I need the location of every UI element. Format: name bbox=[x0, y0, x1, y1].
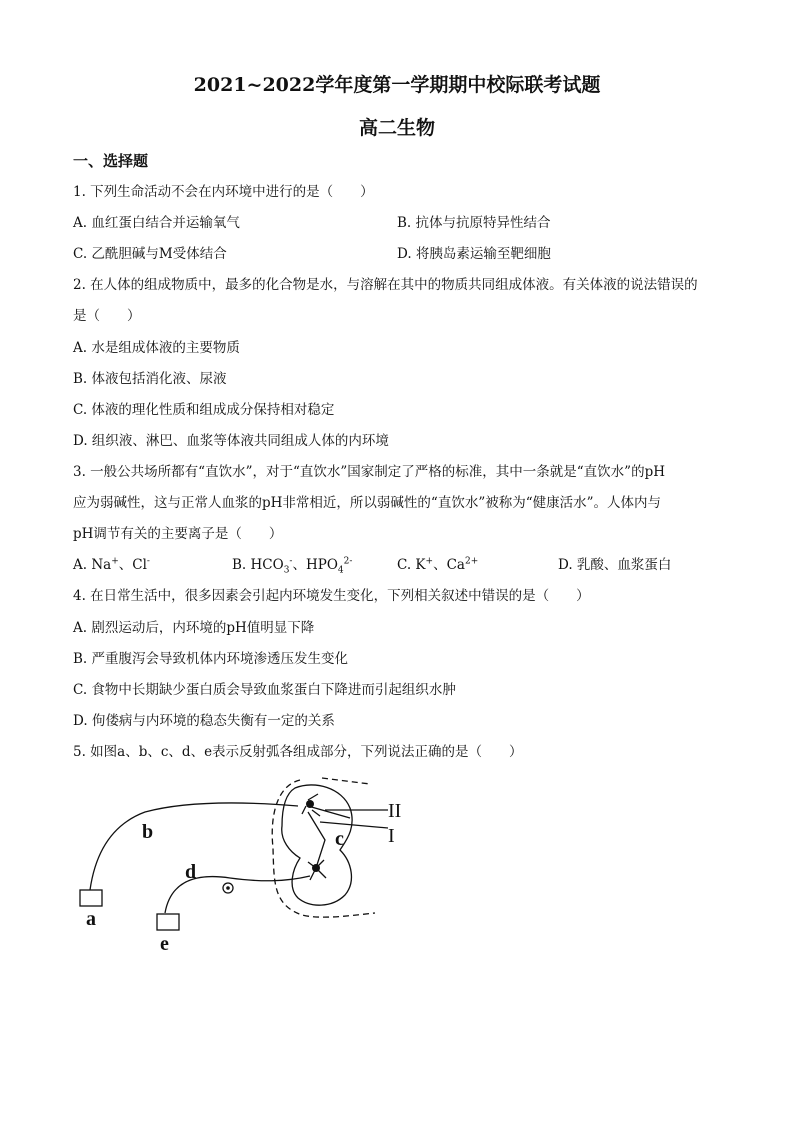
label-e: e bbox=[160, 933, 169, 955]
question-4-option-d: D. 佝偻病与内环境的稳态失衡有一定的关系 bbox=[73, 713, 335, 729]
receptor-box-a bbox=[80, 890, 102, 906]
question-2-stem-line-2: 是（ ） bbox=[73, 308, 141, 324]
question-4-option-c: C. 食物中长期缺少蛋白质会导致血浆蛋白下降进而引起组织水肿 bbox=[73, 682, 456, 698]
question-3-option-b: B. $HCO_3^-$、$HPO_4^{2-}$ bbox=[232, 556, 353, 576]
label-c: c bbox=[335, 828, 344, 850]
label-d: d bbox=[185, 861, 197, 883]
stimulation-point-dot bbox=[226, 886, 230, 890]
question-2-stem-line-1: 2. 在人体的组成物质中，最多的化合物是水，与溶解在其中的物质共同组成体液。有关体液的说法错误的 bbox=[73, 277, 698, 293]
lower-neuron-body bbox=[312, 864, 320, 872]
question-1-option-b: B. 抗体与抗原特异性结合 bbox=[397, 215, 551, 231]
upper-neuron-body bbox=[306, 800, 314, 808]
question-2-option-c: C. 体液的理化性质和组成成分保持相对稳定 bbox=[73, 402, 335, 418]
question-3-stem-line-3: pH调节有关的主要离子是（ ） bbox=[73, 526, 283, 542]
reflex-arc-diagram bbox=[70, 770, 420, 960]
spinal-cord-dashed-outline bbox=[272, 780, 375, 917]
section-heading: 一、选择题 bbox=[73, 152, 149, 170]
label-b: b bbox=[142, 821, 154, 843]
question-2-option-d: D. 组织液、淋巴、血浆等体液共同组成人体的内环境 bbox=[73, 433, 389, 449]
question-2-option-a: A. 水是组成体液的主要物质 bbox=[73, 340, 240, 356]
label-I: I bbox=[388, 825, 395, 847]
question-5-stem: 5. 如图a、b、c、d、e表示反射弧各组成部分，下列说法正确的是（ ） bbox=[73, 744, 523, 760]
pointer-line-I bbox=[320, 822, 388, 828]
question-1-option-d: D. 将胰岛素运输至靶细胞 bbox=[397, 246, 551, 262]
question-4-option-a: A. 剧烈运动后，内环境的pH值明显下降 bbox=[73, 620, 315, 636]
question-4-option-b: B. 严重腹泻会导致机体内环境渗透压发生变化 bbox=[73, 651, 349, 667]
question-2-option-b: B. 体液包括消化液、尿液 bbox=[73, 371, 227, 387]
effector-box-e bbox=[157, 914, 179, 930]
question-4-stem: 4. 在日常生活中，很多因素会引起内环境发生变化，下列相关叙述中错误的是（ ） bbox=[73, 588, 590, 604]
question-1-option-c: C. 乙酰胆碱与M受体结合 bbox=[73, 246, 227, 262]
spinal-cord-dashed-top bbox=[322, 778, 370, 784]
label-a: a bbox=[86, 908, 96, 930]
question-1-option-a: A. 血红蛋白结合并运输氧气 bbox=[73, 215, 240, 231]
exam-subject: 高二生物 bbox=[358, 117, 435, 139]
question-3-option-c: C. K+、$Ca^{2+}$ bbox=[397, 556, 479, 573]
question-3-stem-line-2: 应为弱碱性，这与正常人血浆的pH非常相近，所以弱碱性的“直饮水”被称为“健康活水”。人体内与 bbox=[73, 495, 662, 511]
label-II: II bbox=[388, 800, 402, 822]
question-1-stem: 1. 下列生命活动不会在内环境中进行的是（ ） bbox=[73, 184, 374, 200]
question-3-stem-line-1: 3. 一般公共场所都有“直饮水”，对于“直饮水”国家制定了严格的标准，其中一条就是“直饮水”的pH bbox=[73, 464, 665, 480]
question-3-option-d: D. 乳酸、血浆蛋白 bbox=[558, 557, 672, 573]
exam-title: 2021~2022学年度第一学期期中校际联考试题 bbox=[193, 74, 601, 96]
question-3-option-a: A. Na+、Cl- bbox=[73, 556, 150, 573]
neuron-projection-2 bbox=[308, 812, 325, 868]
